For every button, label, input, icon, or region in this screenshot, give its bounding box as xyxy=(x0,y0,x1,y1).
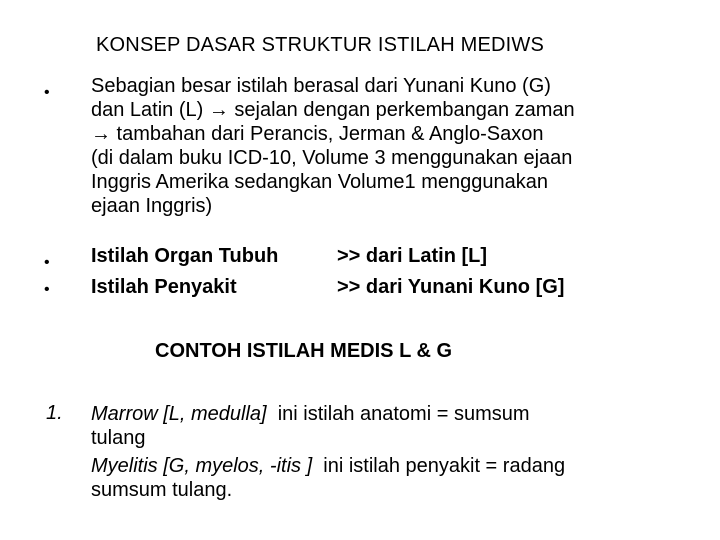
example-1-line-2: tulang xyxy=(91,427,146,449)
bullet-1-line-4: (di dalam buku ICD-10, Volume 3 menggunakan ejaan xyxy=(91,147,573,169)
example-1-line-1 xyxy=(91,402,691,426)
bullet-marker-1: • xyxy=(44,84,50,101)
bullet-2-text xyxy=(91,244,691,268)
example-number-1: 1. xyxy=(46,402,63,424)
bullet-3-term: Istilah Penyakit xyxy=(91,276,237,298)
bullet-1-line-3: → tambahan dari Perancis, Jerman & Anglo-Saxon xyxy=(91,123,544,145)
example-1-term-2: Myelitis [G, myelos, -itis ] xyxy=(91,455,313,477)
example-1-text xyxy=(91,402,691,502)
bullet-1-text xyxy=(91,74,691,218)
bullet-3-text xyxy=(91,275,691,299)
bullet-2-value: >> dari Latin [L] xyxy=(337,245,488,267)
bullet-1-line-5: Inggris Amerika sedangkan Volume1 menggunakan xyxy=(91,171,548,193)
bullet-1-line-1: Sebagian besar istilah berasal dari Yunani Kuno (G) xyxy=(91,75,551,97)
bullet-1-line-6: ejaan Inggris) xyxy=(91,195,213,217)
example-1-term-1: Marrow [L, medulla] xyxy=(91,403,267,425)
bullet-marker-2: • xyxy=(44,254,50,271)
bullet-3-value: >> dari Yunani Kuno [G] xyxy=(337,276,565,298)
example-1-line-3 xyxy=(91,454,691,478)
example-1-desc-1: ini istilah anatomi = sumsum xyxy=(266,403,530,425)
bullet-2-term: Istilah Organ Tubuh xyxy=(91,245,279,267)
bullet-marker-3: • xyxy=(44,281,50,298)
example-1-line-4: sumsum tulang. xyxy=(91,479,233,501)
examples-heading: CONTOH ISTILAH MEDIS L & G xyxy=(155,340,453,362)
bullet-1-line-2: dan Latin (L) → sejalan dengan perkembangan zaman xyxy=(91,99,575,121)
example-1-desc-2: ini istilah penyakit = radang xyxy=(312,455,566,477)
slide-title: KONSEP DASAR STRUKTUR ISTILAH MEDIWS xyxy=(96,34,545,56)
